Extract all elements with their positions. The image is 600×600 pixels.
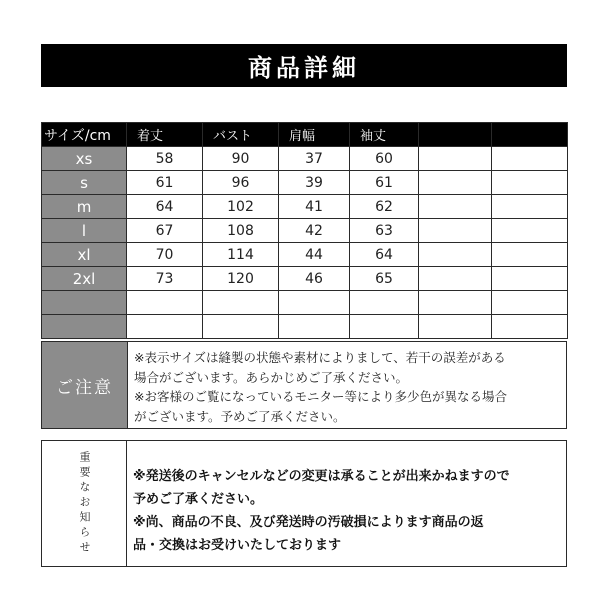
header-length: 着丈 bbox=[127, 123, 203, 147]
size-table-row bbox=[42, 243, 568, 267]
size-value-cell: 114 bbox=[203, 243, 279, 267]
notice-text bbox=[127, 441, 566, 566]
size-value-cell bbox=[419, 267, 492, 291]
notice-line: ※発送後のキャンセルなどの変更は承ることが出来かねますので bbox=[133, 469, 510, 484]
size-table-header-row bbox=[42, 123, 568, 147]
size-value-cell bbox=[492, 195, 568, 219]
size-value-cell bbox=[279, 315, 350, 339]
size-value-cell: 120 bbox=[203, 267, 279, 291]
size-label-cell: xs bbox=[42, 147, 127, 171]
size-label-cell: xl bbox=[42, 243, 127, 267]
size-value-cell: 67 bbox=[127, 219, 203, 243]
size-label-cell: m bbox=[42, 195, 127, 219]
size-value-cell bbox=[419, 195, 492, 219]
size-value-cell bbox=[492, 291, 568, 315]
size-value-cell: 96 bbox=[203, 171, 279, 195]
caution-line: 場合がございます。あらかじめご了承ください。 bbox=[134, 369, 409, 385]
size-table-row bbox=[42, 291, 568, 315]
size-value-cell: 44 bbox=[279, 243, 350, 267]
size-value-cell bbox=[350, 291, 419, 315]
size-value-cell: 108 bbox=[203, 219, 279, 243]
notice-label-cell bbox=[42, 441, 127, 566]
size-value-cell bbox=[492, 315, 568, 339]
size-table-row bbox=[42, 267, 568, 291]
size-table-row bbox=[42, 315, 568, 339]
size-label-cell bbox=[42, 315, 127, 339]
header-bust: バスト bbox=[203, 123, 279, 147]
size-value-cell: 65 bbox=[350, 267, 419, 291]
size-value-cell: 39 bbox=[279, 171, 350, 195]
size-value-cell bbox=[419, 315, 492, 339]
size-value-cell bbox=[492, 171, 568, 195]
notice-line: 予めご了承ください。 bbox=[133, 492, 264, 507]
size-value-cell bbox=[419, 291, 492, 315]
caution-label: ご注意 bbox=[42, 342, 128, 428]
caution-line: ※表示サイズは縫製の状態や素材によりまして、若干の誤差がある bbox=[134, 350, 506, 365]
size-value-cell: 37 bbox=[279, 147, 350, 171]
page-title: 商品詳細 bbox=[248, 54, 360, 82]
caution-line: がございます。予めご了承ください。 bbox=[134, 408, 346, 424]
size-value-cell bbox=[492, 219, 568, 243]
size-value-cell: 73 bbox=[127, 267, 203, 291]
size-value-cell: 60 bbox=[350, 147, 419, 171]
size-value-cell bbox=[419, 243, 492, 267]
header-empty-2 bbox=[492, 123, 568, 147]
size-label-cell bbox=[42, 291, 127, 315]
notice-line: 品・交換はお受けいたしております bbox=[133, 538, 342, 553]
notice-line: ※尚、商品の不良、及び発送時の汚破損によります商品の返 bbox=[133, 515, 484, 530]
caution-text bbox=[128, 342, 566, 428]
size-value-cell: 41 bbox=[279, 195, 350, 219]
size-value-cell: 42 bbox=[279, 219, 350, 243]
size-chart-table bbox=[41, 122, 568, 339]
size-value-cell: 102 bbox=[203, 195, 279, 219]
page-title-banner bbox=[41, 44, 567, 87]
size-value-cell bbox=[203, 291, 279, 315]
size-table-row bbox=[42, 171, 568, 195]
size-value-cell: 61 bbox=[350, 171, 419, 195]
size-value-cell bbox=[127, 291, 203, 315]
size-table-row bbox=[42, 195, 568, 219]
size-label-cell: l bbox=[42, 219, 127, 243]
size-value-cell bbox=[279, 291, 350, 315]
size-value-cell: 62 bbox=[350, 195, 419, 219]
important-notice-box bbox=[41, 440, 567, 567]
caution-box bbox=[41, 341, 567, 429]
size-value-cell: 70 bbox=[127, 243, 203, 267]
size-value-cell bbox=[419, 147, 492, 171]
header-sleeve: 袖丈 bbox=[350, 123, 419, 147]
size-table-row bbox=[42, 219, 568, 243]
caution-line: ※お客様のご覧になっているモニター等により多少色が異なる場合 bbox=[134, 389, 507, 404]
size-value-cell bbox=[492, 147, 568, 171]
size-table-row bbox=[42, 147, 568, 171]
size-value-cell: 58 bbox=[127, 147, 203, 171]
size-value-cell: 63 bbox=[350, 219, 419, 243]
size-value-cell bbox=[350, 315, 419, 339]
size-value-cell: 64 bbox=[127, 195, 203, 219]
notice-label: 重要なお知らせ bbox=[78, 451, 91, 556]
size-value-cell: 90 bbox=[203, 147, 279, 171]
header-size-cm: サイズ/cm bbox=[42, 123, 127, 147]
size-value-cell bbox=[203, 315, 279, 339]
size-value-cell bbox=[492, 243, 568, 267]
header-empty-1 bbox=[419, 123, 492, 147]
size-value-cell bbox=[419, 219, 492, 243]
size-label-cell: 2xl bbox=[42, 267, 127, 291]
size-value-cell: 46 bbox=[279, 267, 350, 291]
header-shoulder: 肩幅 bbox=[279, 123, 350, 147]
size-value-cell bbox=[127, 315, 203, 339]
size-value-cell: 64 bbox=[350, 243, 419, 267]
size-value-cell bbox=[492, 267, 568, 291]
size-value-cell bbox=[419, 171, 492, 195]
size-label-cell: s bbox=[42, 171, 127, 195]
size-value-cell: 61 bbox=[127, 171, 203, 195]
